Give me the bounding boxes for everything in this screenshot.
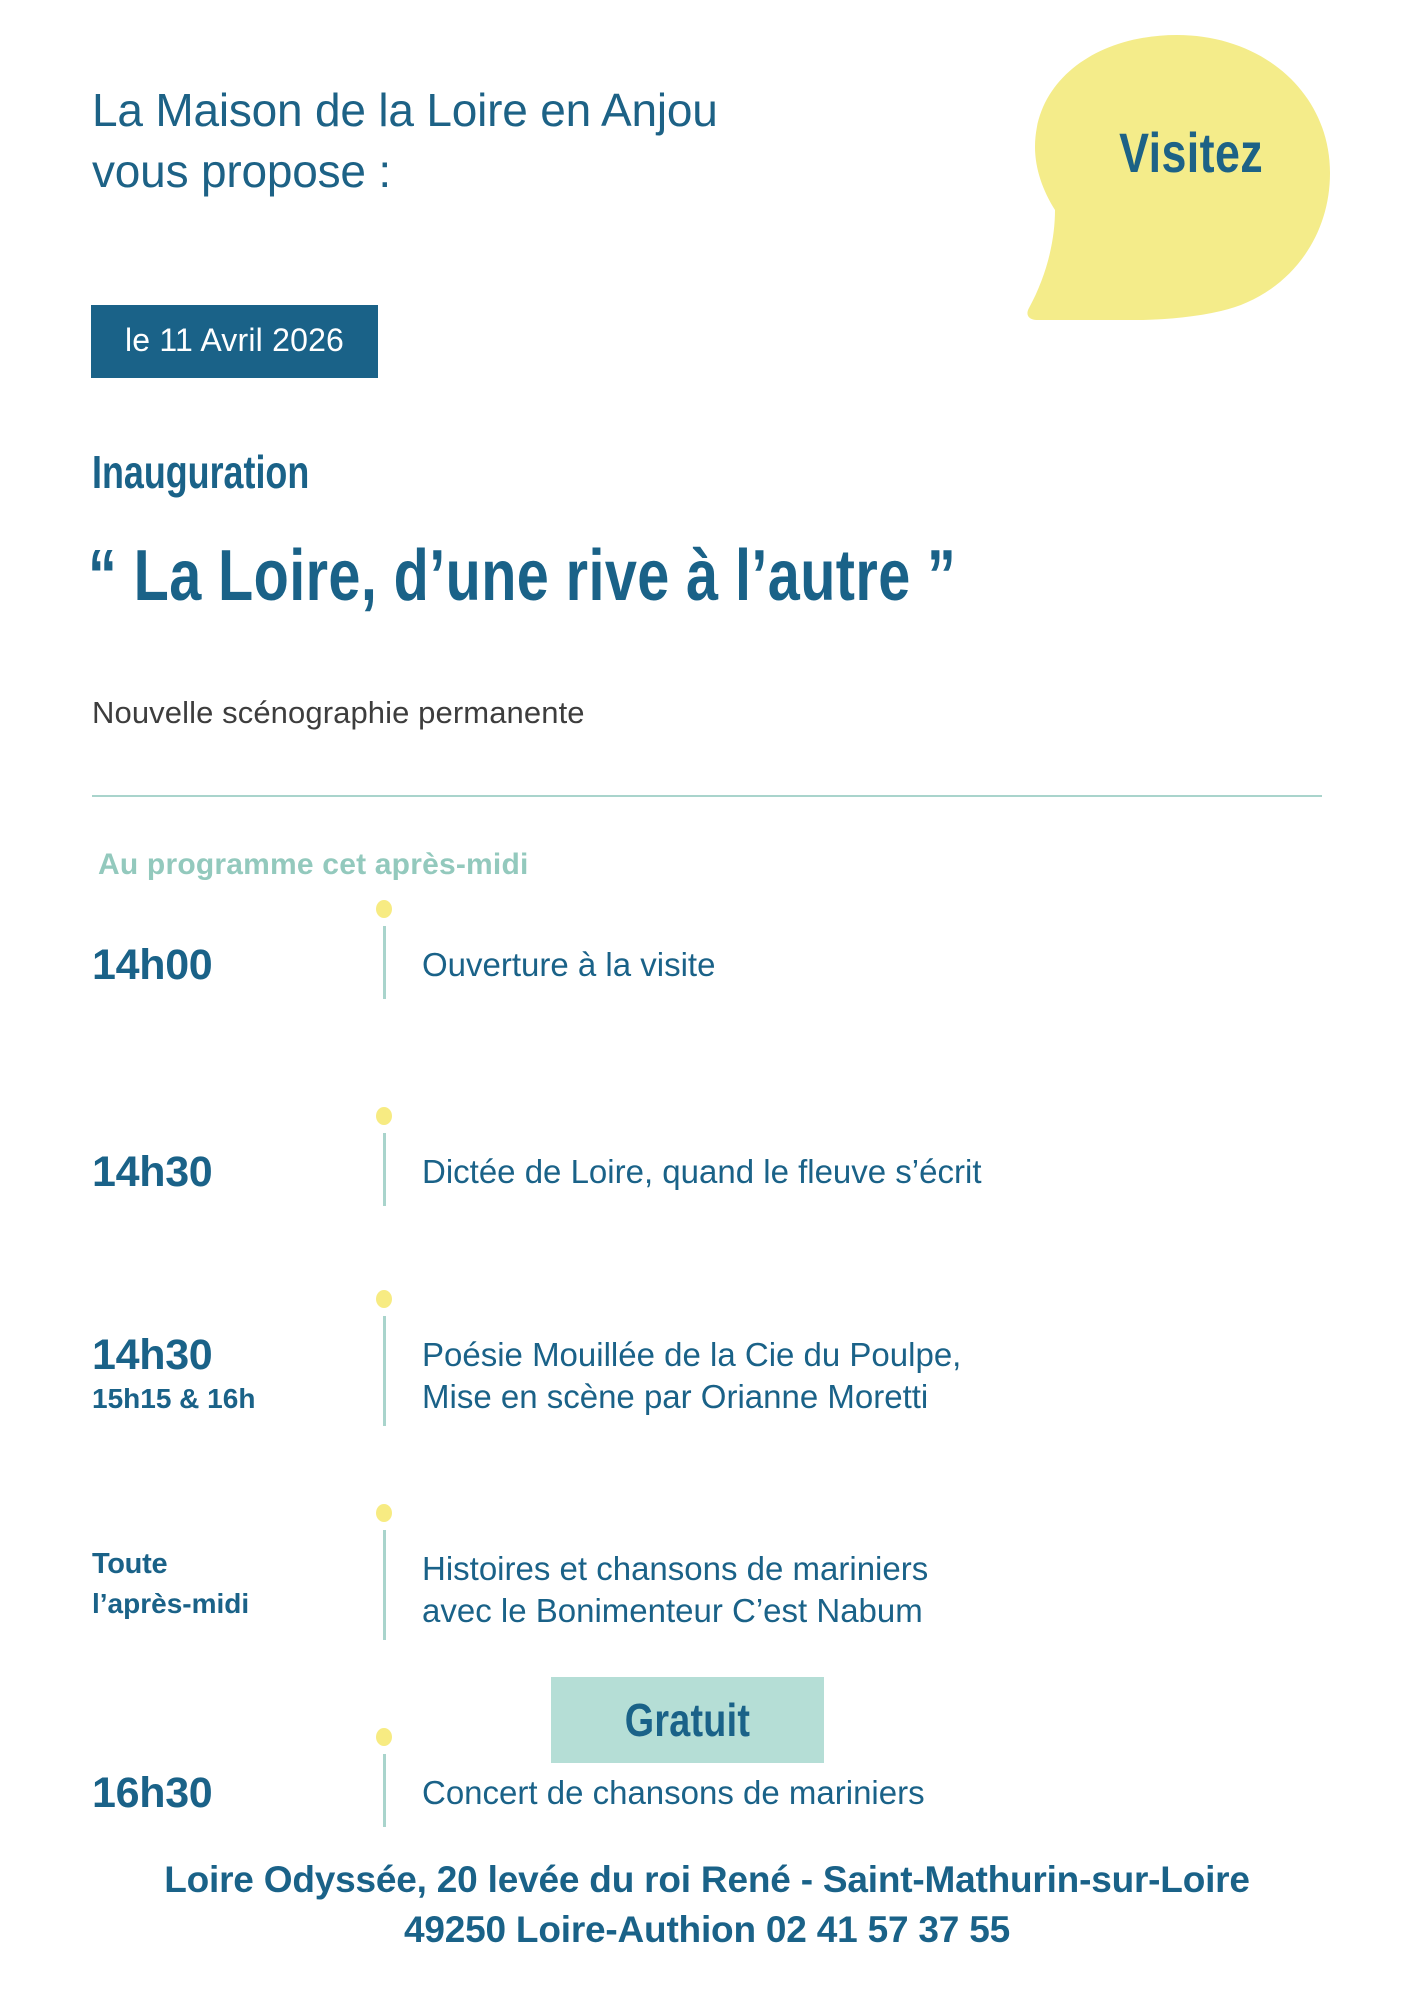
timeline-description (422, 1107, 1322, 1193)
timeline-description-line: Mise en scène par Orianne Moretti (422, 1378, 929, 1416)
timeline-time (92, 1107, 350, 1196)
timeline-rail (350, 1107, 422, 1212)
visit-badge (1025, 35, 1330, 320)
price-badge-label: Gratuit (624, 1694, 751, 1746)
page-subtitle: Nouvelle scénographie permanente (92, 695, 585, 730)
header-line-2: vous propose : (92, 144, 391, 197)
timeline-connector (383, 1316, 386, 1426)
price-badge (551, 1677, 824, 1763)
timeline-description (422, 1504, 1322, 1632)
inauguration-kicker: Inauguration (92, 446, 310, 498)
timeline-connector (383, 1754, 386, 1827)
timeline-time (92, 900, 350, 989)
section-divider (92, 795, 1322, 797)
timeline-description-line: avec le Bonimenteur C’est Nabum (422, 1592, 923, 1630)
timeline-rail (350, 900, 422, 1005)
timeline-row (92, 1107, 1322, 1212)
timeline-rail (350, 1504, 422, 1646)
timeline-description-line: Poésie Mouillée de la Cie du Poulpe, (422, 1336, 962, 1373)
header-block (92, 80, 992, 201)
timeline-time-main: 14h00 (92, 941, 213, 989)
timeline-dot-icon (376, 1107, 392, 1125)
timeline-description (422, 1290, 1322, 1418)
timeline-dot-icon (376, 1728, 392, 1746)
timeline-description-line: Concert de chansons de mariniers (422, 1774, 925, 1811)
timeline-time (92, 1504, 350, 1621)
timeline-connector (383, 926, 386, 999)
page-title: “ La Loire, d’une rive à l’autre ” (88, 536, 957, 616)
visit-badge-label: Visitez (1119, 121, 1264, 184)
timeline-gap (92, 1432, 1322, 1504)
timeline-dot-icon (376, 900, 392, 918)
timeline-time (92, 1728, 350, 1817)
timeline-gap (92, 1005, 1322, 1107)
timeline-time-sub: 15h15 & 16h (92, 1383, 256, 1415)
footer-address (0, 1855, 1414, 1955)
timeline-description-line: Ouverture à la visite (422, 946, 716, 983)
timeline-rail (350, 1728, 422, 1833)
timeline-time-main: 14h30 (92, 1148, 213, 1196)
timeline-connector (383, 1530, 386, 1640)
timeline-dot-icon (376, 1290, 392, 1308)
footer-line-2: 49250 Loire-Authion 02 41 57 37 55 (403, 1908, 1011, 1950)
timeline-time-main: Toute (92, 1548, 168, 1580)
timeline-time-main: 16h30 (92, 1769, 213, 1817)
timeline-dot-icon (376, 1504, 392, 1522)
timeline-row (92, 1504, 1322, 1646)
timeline-time-sub: l’après-midi (92, 1587, 250, 1619)
timeline-row (92, 900, 1322, 1005)
timeline-connector (383, 1133, 386, 1206)
timeline-description-line: Dictée de Loire, quand le fleuve s’écrit (422, 1153, 982, 1190)
timeline-time (92, 1290, 350, 1416)
timeline-description-line: Histoires et chansons de mariniers (422, 1550, 929, 1587)
timeline-gap (92, 1212, 1322, 1290)
timeline-description (422, 900, 1322, 986)
timeline-rail (350, 1290, 422, 1432)
timeline-row (92, 1290, 1322, 1432)
date-badge: le 11 Avril 2026 (91, 305, 378, 378)
programme-heading: Au programme cet après-midi (98, 848, 529, 881)
footer-line-1: Loire Odyssée, 20 levée du roi René - Saint-Mathurin-sur-Loire (164, 1859, 1250, 1900)
timeline-time-main: 14h30 (92, 1331, 213, 1379)
header-line-1: La Maison de la Loire en Anjou (92, 84, 718, 136)
